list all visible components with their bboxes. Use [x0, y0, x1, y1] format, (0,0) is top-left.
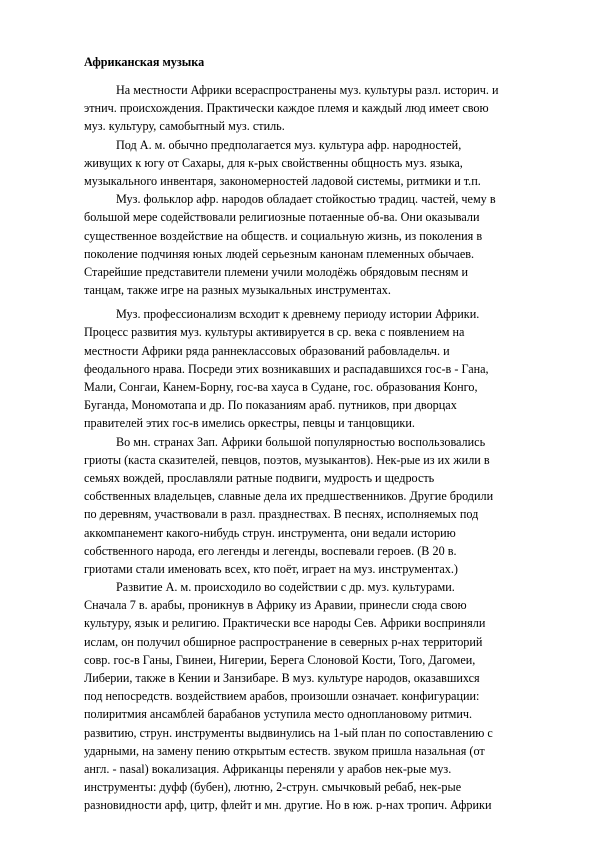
- text-line: феодального нрава. Посреди этих возникавших и распадавшихся гос-в - Гана,: [84, 361, 489, 376]
- text-line: полиритмия ансамблей барабанов уступила место одноплановому ритмич.: [84, 707, 473, 722]
- text-line: разновидности арф, цитр, флейт и мн. другие. Но в юж. р-нах тропич. Африки: [84, 798, 492, 813]
- text-line: большой мере содействовали религиозные потаенные об-ва. Они оказывали: [84, 210, 480, 225]
- text-line: Буганда, Мономотапа и др. По показаниям араб. путников, при дворцах: [84, 398, 457, 413]
- text-line: правителей этих гос-в имелись оркестры, певцы и танцовщики.: [84, 416, 415, 431]
- text-line: Во мн. странах Зап. Африки большой популярностью воспользовались: [116, 434, 486, 449]
- text-line: музыкального инвентаря, закономерностей ладовой системы, ритмики и т.п.: [84, 173, 481, 188]
- text-line: На местности Африки всераспространены муз. культуры разл. историч. и: [116, 83, 499, 97]
- document-page: [84, 53, 542, 815]
- text-line: ударными, на замену пению открытым естеств. звуком пришла назальная (от: [84, 743, 485, 758]
- text-line: развитию, струн. инструменты выдвинулись на 1-ый план по сопоставлению с: [84, 725, 493, 740]
- text-line: муз. культуру, самобытный муз. стиль.: [84, 119, 285, 134]
- text-line: собственного народа, его легенды и легенды, воспевали героев. (В 20 в.: [84, 543, 457, 558]
- text-line: Развитие А. м. происходило во содействии с др. муз. культурами.: [116, 580, 455, 595]
- document-title: Африканская музыка: [84, 55, 205, 69]
- text-line: этнич. происхождения. Практически каждое племя и каждый люд имеет свою: [84, 101, 489, 116]
- text-line: гриоты (каста сказителей, певцов, поэтов, музыкантов). Нек-рые из их жили в: [84, 452, 490, 467]
- text-line: поколение подчиняя юных людей серьезным канонам племенных обычаев.: [84, 246, 475, 261]
- text-line: Либерии, также в Кении и Занзибаре. В муз. культуре народов, оказавшихся: [84, 671, 480, 685]
- text-line: Муз. профессионализм всходит к древнему периоду истории Африки.: [116, 307, 480, 322]
- text-line: ислам, он получил обширное распространение в северных р-нах территорий: [84, 634, 483, 649]
- text-line: гриотами стали именовать всех, кто поёт, играет на муз. инструментах.): [84, 561, 458, 576]
- text-line: под непосредств. воздействием арабов, произошли означает. конфигурации:: [84, 689, 480, 704]
- text-line: существенное воздействие на обществ. и социальную жизнь, из поколения в: [84, 228, 483, 243]
- text-line: англ. - nasal) вокализация. Африканцы переняли у арабов нек-рые муз.: [84, 761, 452, 776]
- text-line: собственных владельцев, славные дела их предшественников. Другие бродили: [84, 489, 494, 504]
- text-line: Под А. м. обычно предполагается муз. культура афр. народностей,: [116, 137, 462, 152]
- text-line: танцам, также игре на разных музыкальных инструментах.: [84, 283, 391, 298]
- text-line: Сначала 7 в. арабы, проникнув в Африку из Аравии, принесли сюда свою: [84, 598, 467, 613]
- text-line: культуру, язык и религию. Практически все народы Сев. Африки восприняли: [84, 616, 486, 631]
- text-line: местности Африки ряда раннеклассовых образований рабовладельч. и: [84, 343, 450, 358]
- text-line: Мали, Сонгаи, Канем-Борну, гос-ва хауса в Судане, гос. образования Конго,: [84, 380, 478, 394]
- text-line: Старейшие представители племени учили молодёжь обрядовым песням и: [84, 264, 469, 279]
- text-line: Процесс развития муз. культуры активируется в ср. века с появлением на: [84, 325, 465, 340]
- text-line: аккомпанемент какого-нибудь струн. инструмента, они ведали историю: [84, 525, 456, 540]
- text-line: по деревням, участвовали в разл. празднествах. В песнях, исполняемых под: [84, 507, 479, 522]
- text-line: инструменты: дуфф (бубен), лютню, 2-струн. смычковый ребаб, нек-рые: [84, 780, 462, 795]
- text-line: Муз. фольклор афр. народов обладает стойкостью традиц. частей, чему в: [116, 192, 496, 207]
- text-line: живущих к югу от Сахары, для к-рых свойственны общность муз. языка,: [84, 155, 463, 170]
- text-line: совр. гос-в Ганы, Гвинеи, Нигерии, Берега Слоновой Кости, Того, Дагомеи,: [84, 652, 476, 667]
- text-line: семьях вождей, прославляли ратные подвиги, мудрость и щедрость: [84, 470, 435, 485]
